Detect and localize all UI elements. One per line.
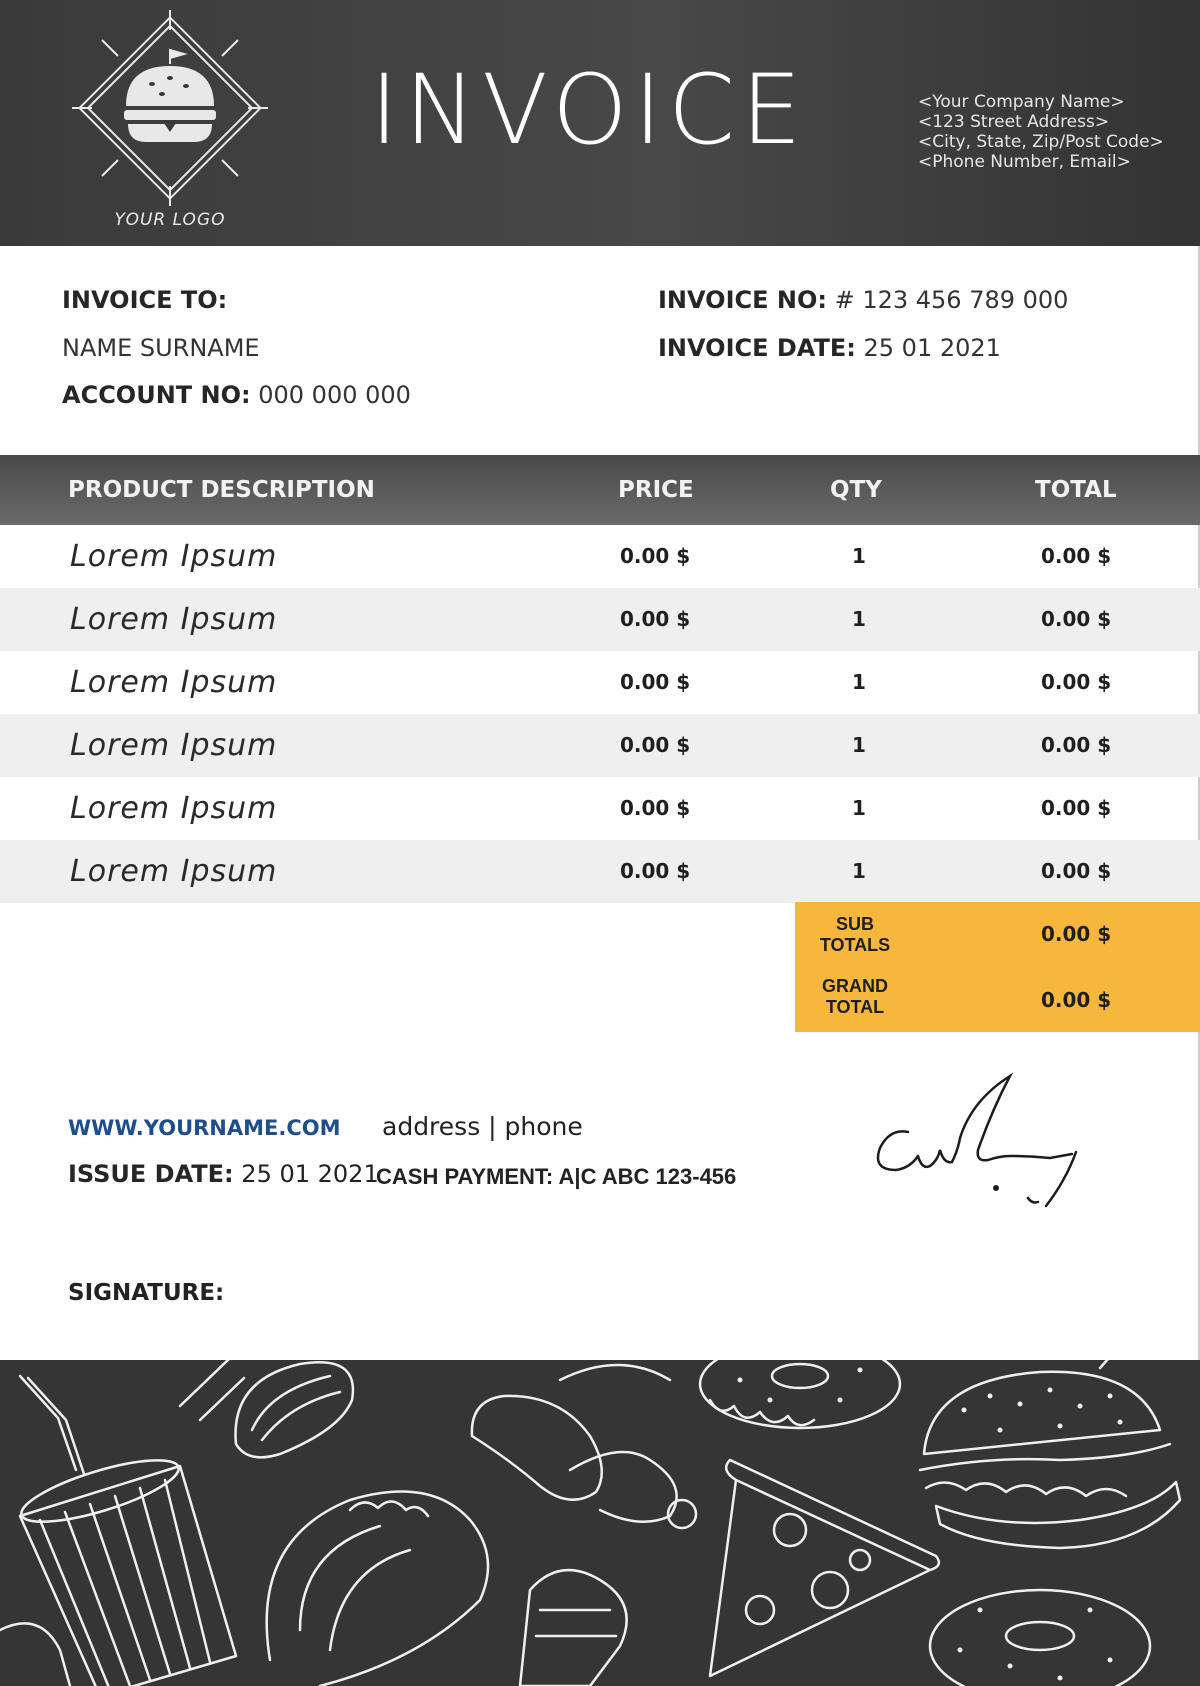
row-total: 0.00 $ [1041,859,1112,883]
invoice-no-line [658,286,1068,314]
account-value: 000 000 000 [258,381,411,409]
company-contact: <Phone Number, Email> [918,152,1131,172]
table-row [0,525,1200,588]
header-total: TOTAL [1035,477,1117,503]
invoice-header [0,0,1200,246]
drink-cup-icon [16,1376,236,1686]
address-phone: address | phone [382,1112,583,1141]
row-description: Lorem Ipsum [70,665,278,700]
row-price: 0.00 $ [620,670,691,694]
subtotal-label-line1: SUB [835,914,874,934]
donut-icon [930,1590,1150,1686]
invoice-no-label: INVOICE NO: [658,286,827,314]
fries-icon [0,1623,70,1686]
issue-date-line [68,1160,379,1188]
row-description: Lorem Ipsum [70,854,278,889]
invoice-to-label: INVOICE TO: [62,286,228,314]
company-details [918,92,1198,172]
table-row [0,714,1200,777]
row-qty: 1 [852,607,866,631]
pizza-slice-icon [710,1460,939,1676]
row-qty: 1 [852,796,866,820]
row-price: 0.00 $ [620,733,691,757]
burger-logo-icon [66,10,274,210]
cash-payment: CASH PAYMENT: A|C ABC 123-456 [376,1164,737,1189]
chicken-wing-icon [472,1365,696,1528]
row-qty: 1 [852,670,866,694]
signature-label: SIGNATURE: [68,1280,225,1306]
row-qty: 1 [852,733,866,757]
table-row [0,840,1200,903]
header-qty: QTY [830,477,882,503]
table-row [0,651,1200,714]
table-row [0,588,1200,651]
invoice-title: INVOICE [370,54,808,166]
subtotal-label-line2: TOTALS [819,935,891,955]
subtotal-value: 0.00 $ [1041,922,1112,946]
row-price: 0.00 $ [620,796,691,820]
issue-date-value: 25 01 2021 [241,1160,379,1188]
donut-icon [700,1360,900,1428]
header-price: PRICE [618,477,694,503]
handwritten-signature [860,1070,1100,1220]
invoice-to-line [62,286,227,314]
invoice-no-value: # 123 456 789 000 [834,286,1069,314]
row-description: Lorem Ipsum [70,602,278,637]
ice-cream-icon [520,1570,627,1686]
row-description: Lorem Ipsum [70,728,278,763]
row-total: 0.00 $ [1041,796,1112,820]
issue-date-label: ISSUE DATE: [68,1160,234,1188]
invoice-date-value: 25 01 2021 [863,334,1001,362]
row-description: Lorem Ipsum [70,539,278,574]
company-street: <123 Street Address> [918,112,1110,132]
grand-total-label [795,976,915,1018]
grand-total-value: 0.00 $ [1041,988,1112,1012]
taco-icon [267,1492,488,1686]
website-link[interactable]: WWW.YOURNAME.COM [68,1116,341,1140]
company-name: <Your Company Name> [918,92,1125,112]
row-total: 0.00 $ [1041,607,1112,631]
food-doodle-pattern [0,1360,1200,1686]
company-city: <City, State, Zip/Post Code> [918,132,1164,152]
invoice-date-line [658,334,1001,362]
customer-name: NAME SURNAME [62,334,260,362]
row-qty: 1 [852,544,866,568]
table-header [0,455,1200,525]
row-price: 0.00 $ [620,544,691,568]
table-row [0,777,1200,840]
food-illustration-footer [0,1360,1200,1686]
row-total: 0.00 $ [1041,670,1112,694]
row-price: 0.00 $ [620,859,691,883]
row-total: 0.00 $ [1041,544,1112,568]
hotdog-icon [180,1360,353,1457]
grand-total-label-line1: GRAND [822,976,888,996]
subtotal-label [795,914,915,956]
row-qty: 1 [852,859,866,883]
row-total: 0.00 $ [1041,733,1112,757]
invoice-date-label: INVOICE DATE: [658,334,856,362]
row-price: 0.00 $ [620,607,691,631]
account-line [62,381,411,409]
grand-total-label-line2: TOTAL [825,997,885,1017]
logo-text: YOUR LOGO [114,210,226,230]
row-description: Lorem Ipsum [70,791,278,826]
company-logo [66,10,274,230]
account-label: ACCOUNT NO: [62,381,251,409]
header-description: PRODUCT DESCRIPTION [68,477,375,503]
totals-box [795,902,1200,1032]
